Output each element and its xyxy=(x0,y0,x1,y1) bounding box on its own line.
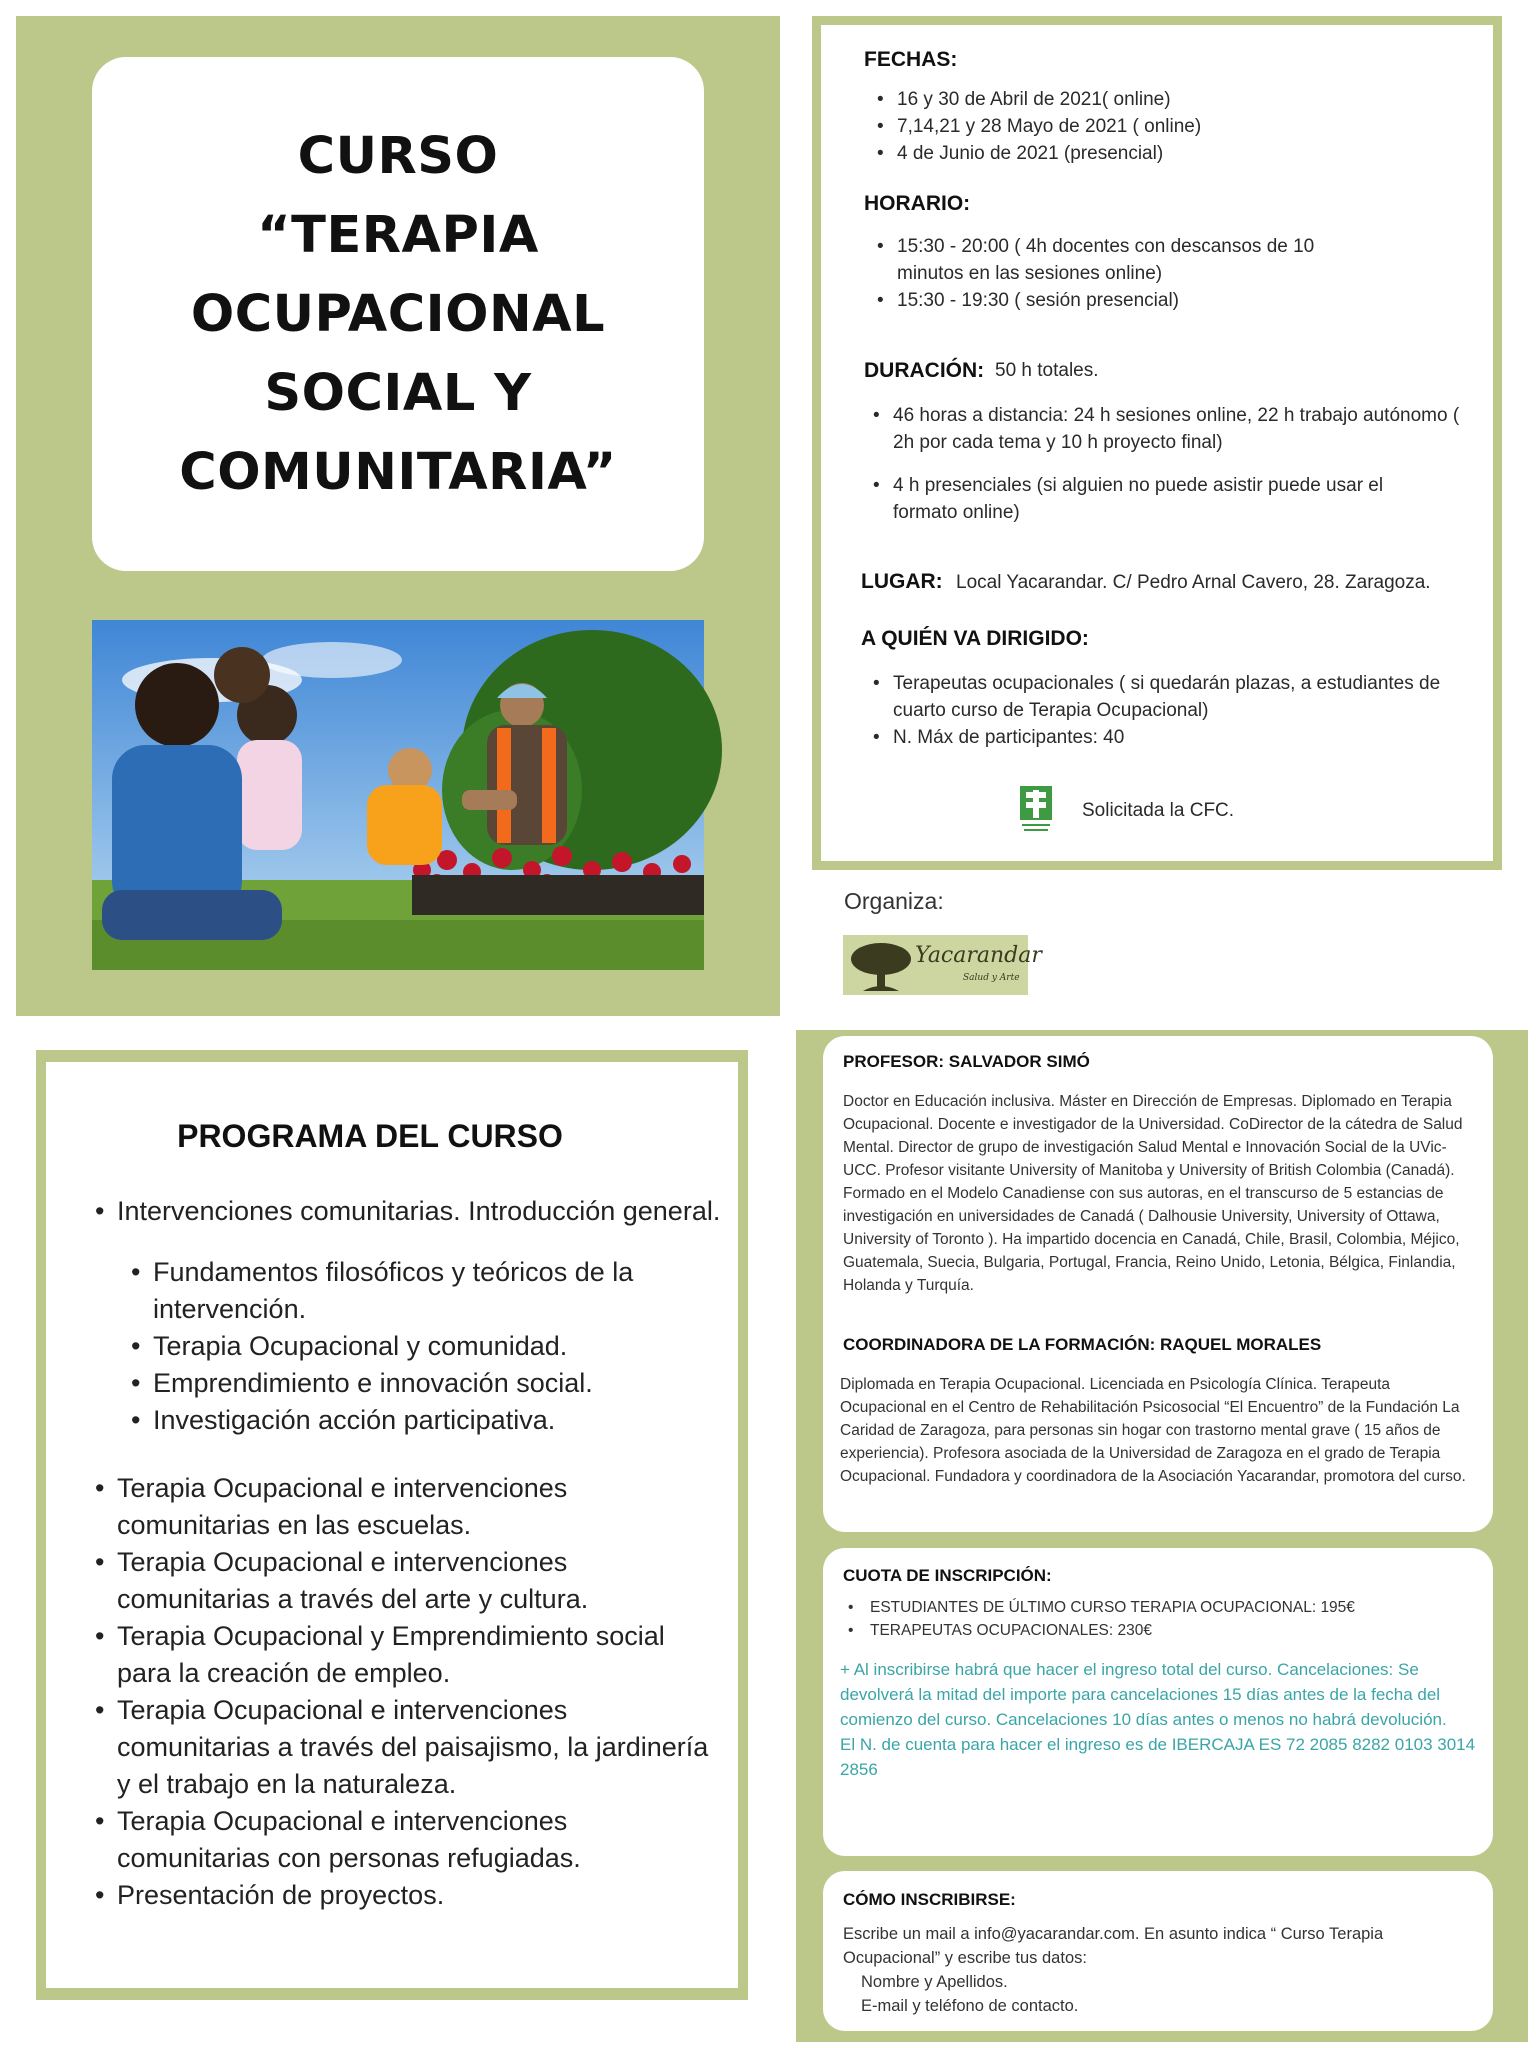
list-item: • ESTUDIANTES DE ÚLTIMO CURSO TERAPIA OCUPACIONAL: 195€ xyxy=(870,1596,1470,1619)
program-title: PROGRAMA DEL CURSO xyxy=(177,1118,563,1154)
coordinadora-heading: COORDINADORA DE LA FORMACIÓN: RAQUEL MORALES xyxy=(843,1335,1322,1354)
horario-list xyxy=(897,233,1357,314)
list-item: • Terapia Ocupacional e intervenciones comunitarias a través del arte y cultura. xyxy=(117,1544,602,1618)
logo-text: Yacarandar xyxy=(915,943,1042,968)
title-line: OCUPACIONAL xyxy=(190,284,606,344)
program-sub-list xyxy=(153,1254,693,1439)
list-item: • N. Máx de participantes: 40 xyxy=(893,724,1473,751)
program-list xyxy=(117,1470,722,1914)
list-item: • Investigación acción participativa. xyxy=(153,1402,693,1439)
dirigido-list xyxy=(893,670,1473,751)
signup-field-name: Nombre y Apellidos. xyxy=(861,1973,1008,1991)
cancelation-policy: + Al inscribirse habrá que hacer el ingreso total del curso. Cancelaciones: Se devolverá la mitad del importe para cancelaciones 15 días antes de la fecha del comienzo del curso. Cancelaciones 10 días antes o menos no habrá devolución. xyxy=(840,1660,1447,1729)
list-item: • Terapia Ocupacional y Emprendimiento social para la creación de empleo. xyxy=(117,1618,677,1692)
course-title xyxy=(179,117,616,512)
children-gardening-photo xyxy=(92,620,704,970)
duracion-value: 50 h totales. xyxy=(995,360,1099,381)
title-card xyxy=(92,57,704,571)
inscribirse-heading: CÓMO INSCRIBIRSE: xyxy=(843,1890,1016,1909)
list-item: • Intervenciones comunitarias. Introducción general. xyxy=(117,1193,737,1230)
program-main-item xyxy=(117,1193,737,1230)
cuota-list xyxy=(870,1596,1470,1642)
title-line: COMUNITARIA” xyxy=(179,442,617,502)
list-item: • Terapia Ocupacional e intervenciones comunitarias a través del paisajismo, la jardinería y el trabajo en la naturaleza. xyxy=(117,1692,717,1803)
list-item: • 4 h presenciales (si alguien no puede asistir puede usar el formato online) xyxy=(893,472,1393,526)
list-item: • 15:30 - 20:00 ( 4h docentes con descansos de 10 minutos en las sesiones online) xyxy=(897,233,1357,287)
cuota-note xyxy=(840,1657,1480,1782)
lugar-heading: LUGAR: xyxy=(861,570,943,593)
list-item: • 4 de Junio de 2021 (presencial) xyxy=(897,140,1457,167)
title-line: “TERAPIA xyxy=(257,205,539,265)
duracion-list xyxy=(893,402,1478,526)
coordinadora-bio: Diplomada en Terapia Ocupacional. Licenciada en Psicología Clínica. Terapeuta Ocupacional en el Centro de Rehabilitación Psicosocial “El Encuentro” de la Fundación La Caridad de Zaragoza, para personas sin hogar con trastorno mental grave ( 15 años de experiencia). Profesora asociada de la Universidad de Zaragoza en el grado de Terapia Ocupacional. Fundadora y coordinadora de la Asociación Yacarandar, promotora del curso. xyxy=(840,1376,1466,1485)
list-item: • Terapeutas ocupacionales ( si quedarán plazas, a estudiantes de cuarto curso de Terapia Ocupacional) xyxy=(893,670,1473,724)
list-item: • 16 y 30 de Abril de 2021( online) xyxy=(897,86,1457,113)
profesor-bio-p1: Doctor en Educación inclusiva. Máster en Dirección de Empresas. Diplomado en Terapia Ocupacional. Docente e investigador de la Universidad. CoDirector de la cátedra de Salud Mental. Director de grupo de investigación Salud Mental e Innovación Social de la UVic-UCC. Profesor visitante University of Manitoba y University of British Colombia (Canadá). xyxy=(843,1093,1463,1179)
fechas-heading: FECHAS: xyxy=(864,48,958,71)
logo-subtext: Salud y Arte xyxy=(963,973,1020,983)
profesor-bio xyxy=(843,1090,1483,1297)
list-item: • TERAPEUTAS OCUPACIONALES: 230€ xyxy=(870,1619,1470,1642)
signup-field-contact: E-mail y teléfono de contacto. xyxy=(861,1997,1079,2015)
signup-instructions: Escribe un mail a info@yacarandar.com. En asunto indica “ Curso Terapia Ocupacional” y escribe tus datos: xyxy=(843,1925,1384,1967)
list-item: • 46 horas a distancia: 24 h sesiones online, 22 h trabajo autónomo ( 2h por cada tema y 10 h proyecto final) xyxy=(893,402,1478,456)
list-item: • Emprendimiento e innovación social. xyxy=(153,1365,693,1402)
profesor-heading: PROFESOR: SALVADOR SIMÓ xyxy=(843,1052,1090,1071)
title-line: CURSO xyxy=(297,126,499,186)
list-item: • 7,14,21 y 28 Mayo de 2021 ( online) xyxy=(897,113,1457,140)
dirigido-heading: A QUIÉN VA DIRIGIDO: xyxy=(861,627,1089,650)
inscribirse-text xyxy=(843,1922,1473,2018)
fechas-list xyxy=(897,86,1457,167)
cfc-logo-icon xyxy=(1018,784,1054,836)
cfc-text: Solicitada la CFC. xyxy=(1082,800,1235,821)
list-item: • Terapia Ocupacional e intervenciones comunitarias con personas refugiadas. xyxy=(117,1803,602,1877)
list-item: • Terapia Ocupacional e intervenciones comunitarias en las escuelas. xyxy=(117,1470,602,1544)
profesor-bio-p2: Formado en el Modelo Canadiense con sus autoras, en el transcurso de 5 estancias de investigación en universidades de Canadá ( Dalhousie University, University of Ottawa, University of Toronto ). Ha impartido docencia en Canadá, Chile, Brasil, Colombia, Méjico, Guatemala, Suecia, Bulgaria, Portugal, Francia, Reino Unido, Letonia, Bélgica, Finlandia, Holanda y Turquía. xyxy=(843,1185,1460,1294)
bank-account: El N. de cuenta para hacer el ingreso es de IBERCAJA ES 72 2085 8282 0103 3014 2856 xyxy=(840,1735,1476,1779)
horario-heading: HORARIO: xyxy=(864,192,971,215)
lugar-value: Local Yacarandar. C/ Pedro Arnal Cavero, 28. Zaragoza. xyxy=(956,572,1431,593)
list-item: • Fundamentos filosóficos y teóricos de la intervención. xyxy=(153,1254,693,1328)
list-item: • 15:30 - 19:30 ( sesión presencial) xyxy=(897,287,1357,314)
yacarandar-logo xyxy=(843,935,1042,995)
title-line: SOCIAL Y xyxy=(264,363,532,423)
cuota-heading: CUOTA DE INSCRIPCIÓN: xyxy=(843,1566,1052,1585)
organiza-label: Organiza: xyxy=(844,888,944,914)
duracion-heading: DURACIÓN: xyxy=(864,359,985,382)
list-item: • Presentación de proyectos. xyxy=(117,1877,722,1914)
list-item: • Terapia Ocupacional y comunidad. xyxy=(153,1328,693,1365)
